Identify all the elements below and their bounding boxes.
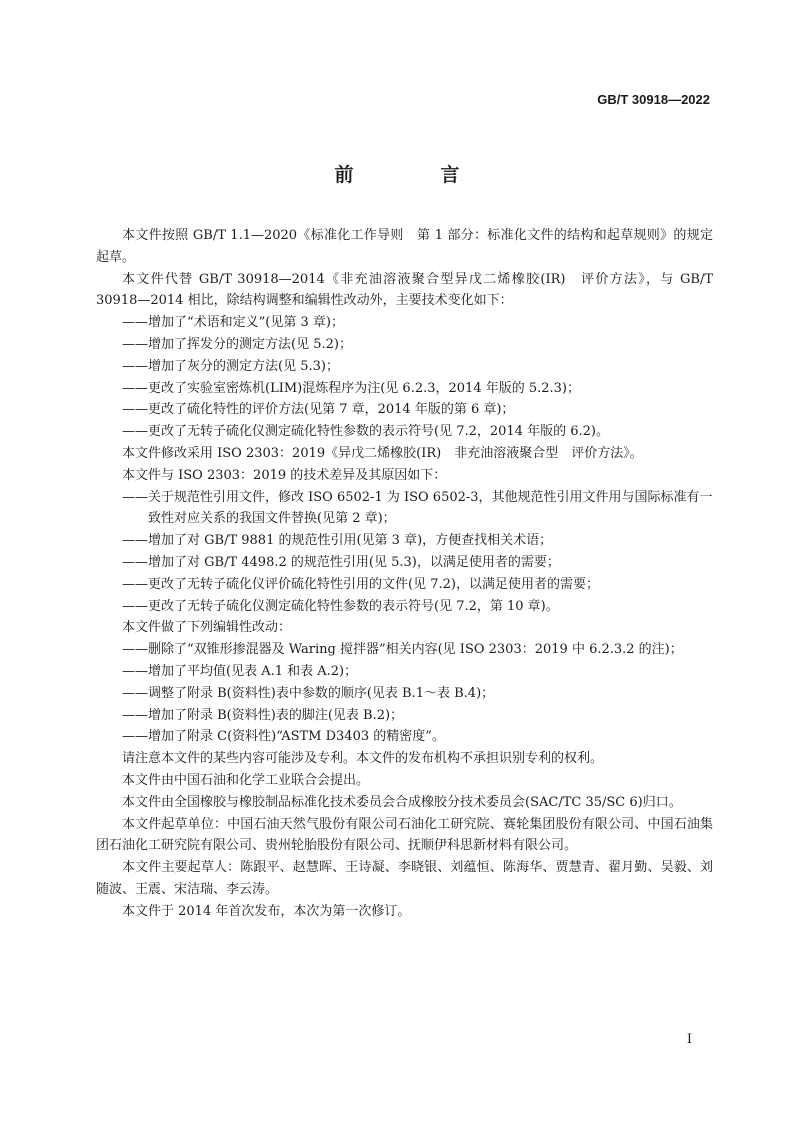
list-item-text: 更改了实验室密炼机(LIM)混炼程序为注(见 6.2.3，2014 年版的 5.2.3)； xyxy=(148,380,581,396)
list-item-text: 更改了硫化特性的评价方法(见第 7 章，2014 年版的第 6 章)； xyxy=(148,402,515,418)
list-item xyxy=(122,312,713,334)
list-dash: —— xyxy=(122,315,148,331)
paragraph: 本文件由中国石油和化学工业联合会提出。 xyxy=(122,772,370,788)
standard-code: GB/T 30918—2022 xyxy=(597,92,710,107)
list-item-text: 增加了挥发分的测定方法(见 5.2)； xyxy=(148,336,352,352)
list-item xyxy=(122,639,713,661)
paragraph: 本文件与 ISO 2303：2019 的技术差异及其原因如下： xyxy=(122,467,447,483)
list-item-text: 删除了“双锥形掺混器及 Waring 搅拌器”相关内容(见 ISO 2303：2019 中 6.2.3.2 的注)； xyxy=(148,642,683,658)
preface-body xyxy=(96,225,713,923)
list-dash: —— xyxy=(122,685,148,701)
list-item xyxy=(122,421,713,443)
paragraph: 本文件于 2014 年首次发布，本次为第一次修订。 xyxy=(122,903,411,919)
list-item-text: 关于规范性引用文件，修改 ISO 6502-1 为 ISO 6502-3，其他规范性引用文件用与国际标准有一致性对应关系的我国文件替换(见第 2 章)； xyxy=(148,489,713,527)
list-item xyxy=(122,378,713,400)
list-dash: —— xyxy=(122,729,148,745)
paragraph: 本文件主要起草人：陈跟平、赵慧晖、王诗凝、李晓银、刘蕴恒、陈海华、贾慧青、翟月勤、吴毅、刘随波、王震、宋洁瑞、李云涛。 xyxy=(96,860,713,897)
list-dash: —— xyxy=(122,533,148,549)
list-dash: —— xyxy=(122,663,148,679)
list-dash: —— xyxy=(122,554,148,570)
list-item xyxy=(122,705,713,727)
page-title: 前 言 xyxy=(334,164,494,186)
list-dash: —— xyxy=(122,598,148,614)
paragraph: 本文件代替 GB/T 30918—2014《非充油溶液聚合型异戊二烯橡胶(IR) 评价方法》，与 GB/T 30918—2014 相比，除结构调整和编辑性改动外，主要技术变化如下： xyxy=(96,271,713,309)
list-dash: —— xyxy=(122,489,148,505)
list-dash: —— xyxy=(122,642,148,658)
list-item-text: 增加了附录 B(资料性)表的脚注(见表 B.2)； xyxy=(148,707,404,723)
list-item-text: 增加了对 GB/T 4498.2 的规范性引用(见 5.3)，以满足使用者的需要； xyxy=(148,554,560,570)
list-item xyxy=(122,530,713,552)
list-dash: —— xyxy=(122,424,148,440)
paragraph: 本文件修改采用 ISO 2303：2019《异戊二烯橡胶(IR) 非充油溶液聚合型 评价方法》。 xyxy=(122,445,643,461)
list-dash: —— xyxy=(122,336,148,352)
list-item xyxy=(122,596,713,618)
list-item-text: 更改了无转子硫化仪测定硫化特性参数的表示符号(见 7.2，2014 年版的 6.2)。 xyxy=(148,424,609,440)
list-item xyxy=(122,574,713,596)
list-item xyxy=(122,661,713,683)
list-item xyxy=(122,334,713,356)
paragraph: 本文件起草单位：中国石油天然气股份有限公司石油化工研究院、赛轮集团股份有限公司、中国石油集团石油化工研究院有限公司、贵州轮胎股份有限公司、抚顺伊科思新材料有限公司。 xyxy=(96,816,713,854)
list-item-text: 增加了灰分的测定方法(见 5.3)； xyxy=(148,358,339,374)
list-item-text: 增加了“术语和定义”(见第 3 章)； xyxy=(148,315,344,331)
list-dash: —— xyxy=(122,707,148,723)
list-item xyxy=(122,356,713,378)
list-dash: —— xyxy=(122,358,148,374)
list-item-text: 增加了平均值(见表 A.1 和表 A.2)； xyxy=(148,663,358,679)
list-dash: —— xyxy=(122,576,148,592)
list-item xyxy=(122,487,713,531)
paragraph: 请注意本文件的某些内容可能涉及专利。本文件的发布机构不承担识别专利的权利。 xyxy=(122,751,604,767)
paragraph: 本文件做了下列编辑性改动： xyxy=(122,620,292,636)
list-item-text: 增加了对 GB/T 9881 的规范性引用(见第 3 章)，方便查找相关术语； xyxy=(148,533,553,549)
list-item-text: 更改了无转子硫化仪评价硫化特性引用的文件(见 7.2)，以满足使用者的需要； xyxy=(148,576,599,592)
paragraph: 本文件按照 GB/T 1.1—2020《标准化工作导则 第 1 部分：标准化文件的结构和起草规则》的规定起草。 xyxy=(96,228,713,265)
list-item-text: 增加了附录 C(资料性)“ASTM D3403 的精密度”。 xyxy=(148,729,445,745)
page-number: I xyxy=(686,1032,692,1047)
list-dash: —— xyxy=(122,380,148,396)
list-dash: —— xyxy=(122,402,148,418)
paragraph: 本文件由全国橡胶与橡胶制品标准化技术委员会合成橡胶分技术委员会(SAC/TC 35/SC 6)归口。 xyxy=(122,794,682,810)
list-item xyxy=(122,683,713,705)
list-item-text: 调整了附录 B(资料性)表中参数的顺序(见表 B.1～表 B.4)； xyxy=(148,685,495,701)
list-item-text: 更改了无转子硫化仪测定硫化特性参数的表示符号(见 7.2，第 10 章)。 xyxy=(148,598,559,614)
list-item xyxy=(122,399,713,421)
list-item xyxy=(122,726,713,748)
list-item xyxy=(122,552,713,574)
